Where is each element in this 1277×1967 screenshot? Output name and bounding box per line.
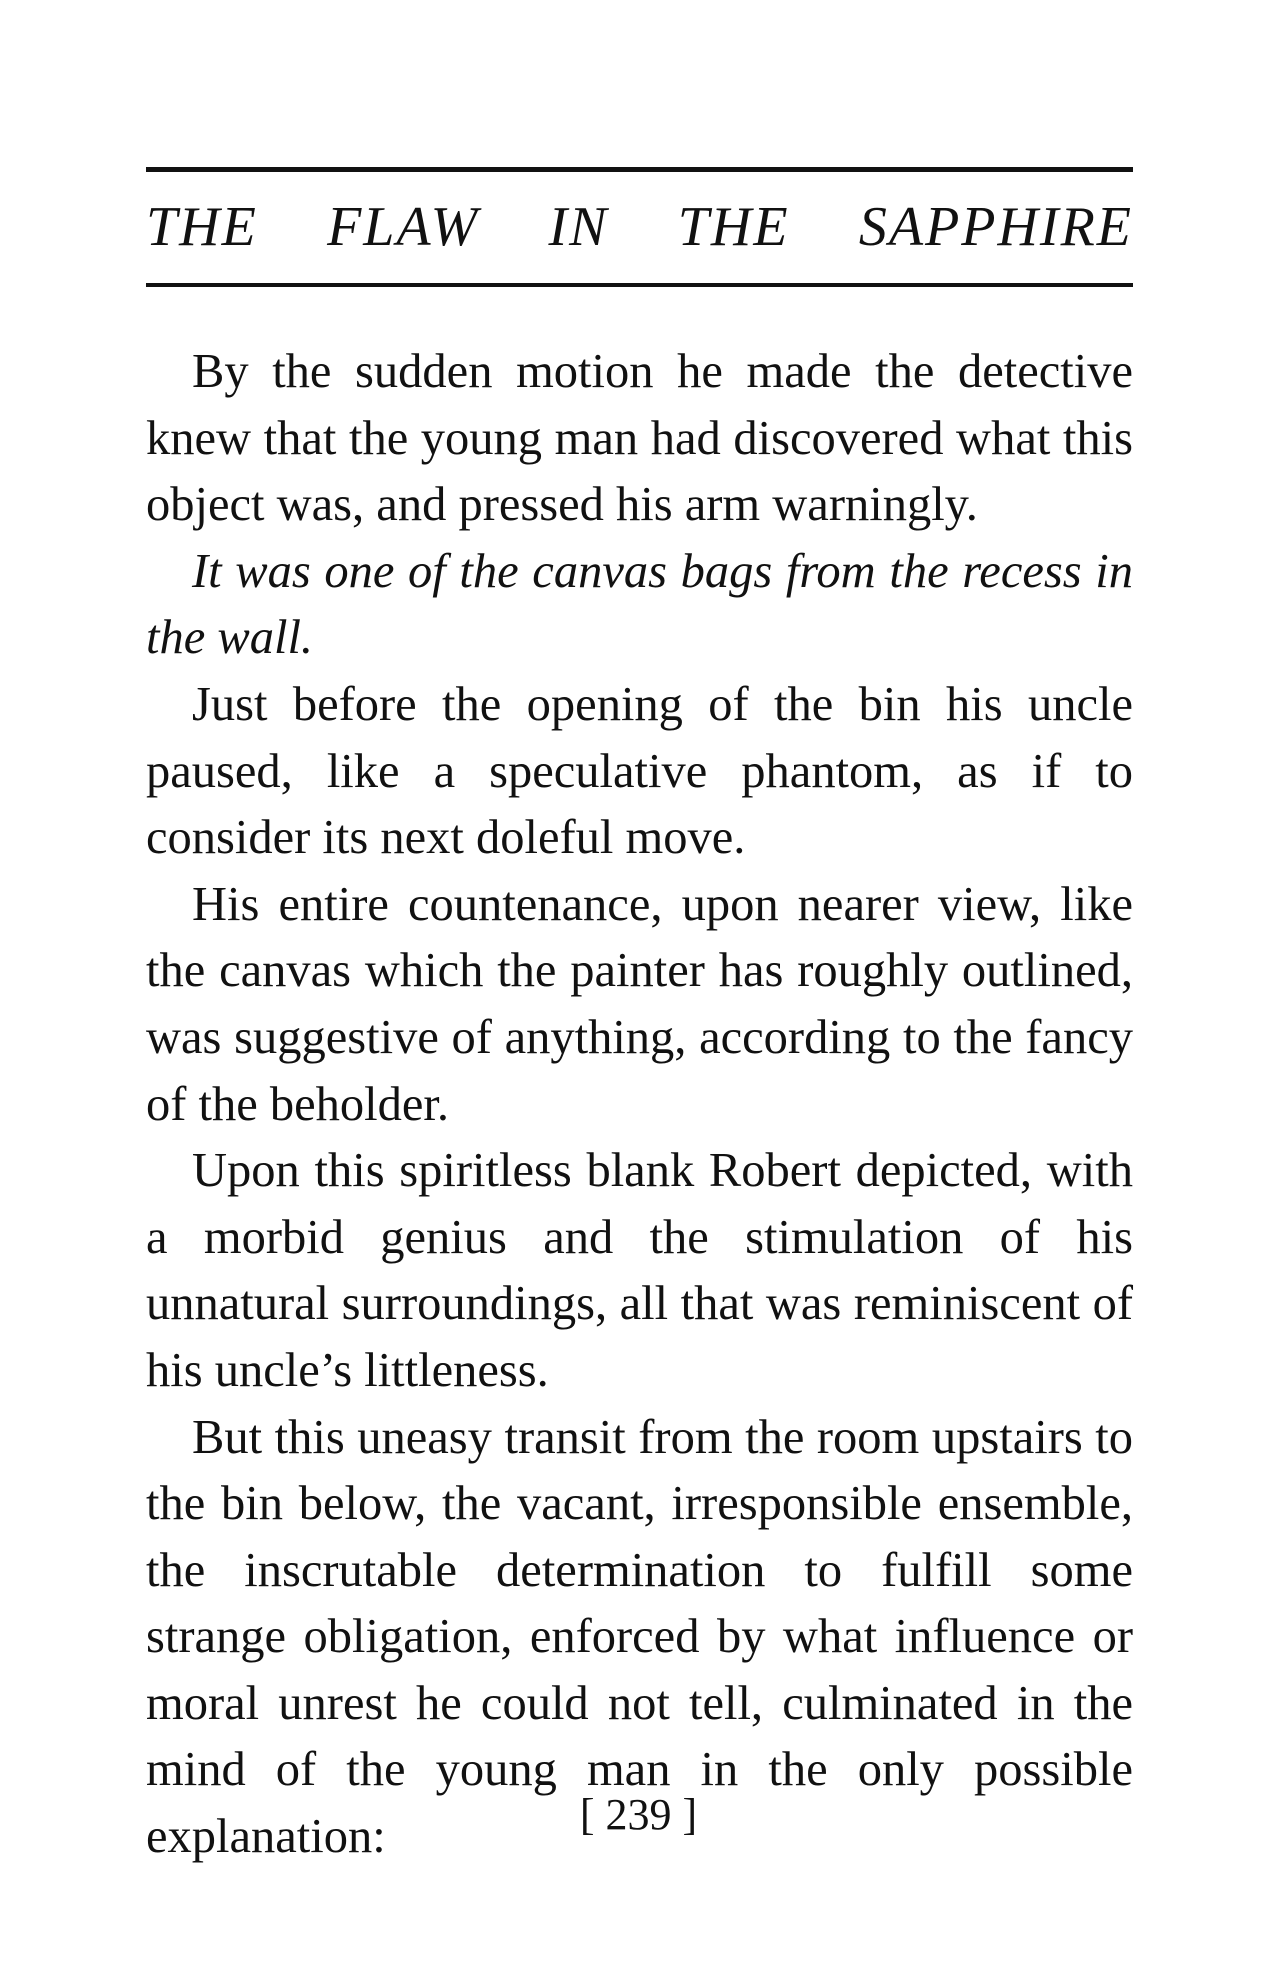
paragraph: Just before the opening of the bin his uncle paused, like a speculative phantom, as if to consider its next doleful move. <box>146 677 1133 865</box>
page-body <box>146 339 1133 1871</box>
paragraph: His entire countenance, upon nearer view, like the canvas which the painter has roughly outlined, was suggestive of anything, according to the fancy of the beholder. <box>146 877 1133 1131</box>
paragraph: Upon this spiritless blank Robert depicted, with a morbid genius and the stimulation of his unnatural surroundings, all that was reminiscent of his uncle’s littleness. <box>146 1144 1133 1397</box>
running-head: THE FLAW IN THE SAPPHIRE <box>146 196 1133 258</box>
paragraph: By the sudden motion he made the detective knew that the young man had discovered what this object was, and pressed his arm warningly. <box>146 345 1133 532</box>
header-bottom-rule <box>146 283 1133 287</box>
paragraph: It was one of the canvas bags from the recess in the wall. <box>146 544 1133 665</box>
paragraph: But this uneasy transit from the room upstairs to the bin below, the vacant, irresponsible ensemble, the inscrutable determination to fulfill some strange obligation, enforced by what influence or moral unrest he could not tell, culminated in the mind of the young man in the only possible explanation: <box>146 1410 1133 1864</box>
page-number: [ 239 ] <box>579 1790 698 1839</box>
header-top-rule <box>146 167 1133 172</box>
